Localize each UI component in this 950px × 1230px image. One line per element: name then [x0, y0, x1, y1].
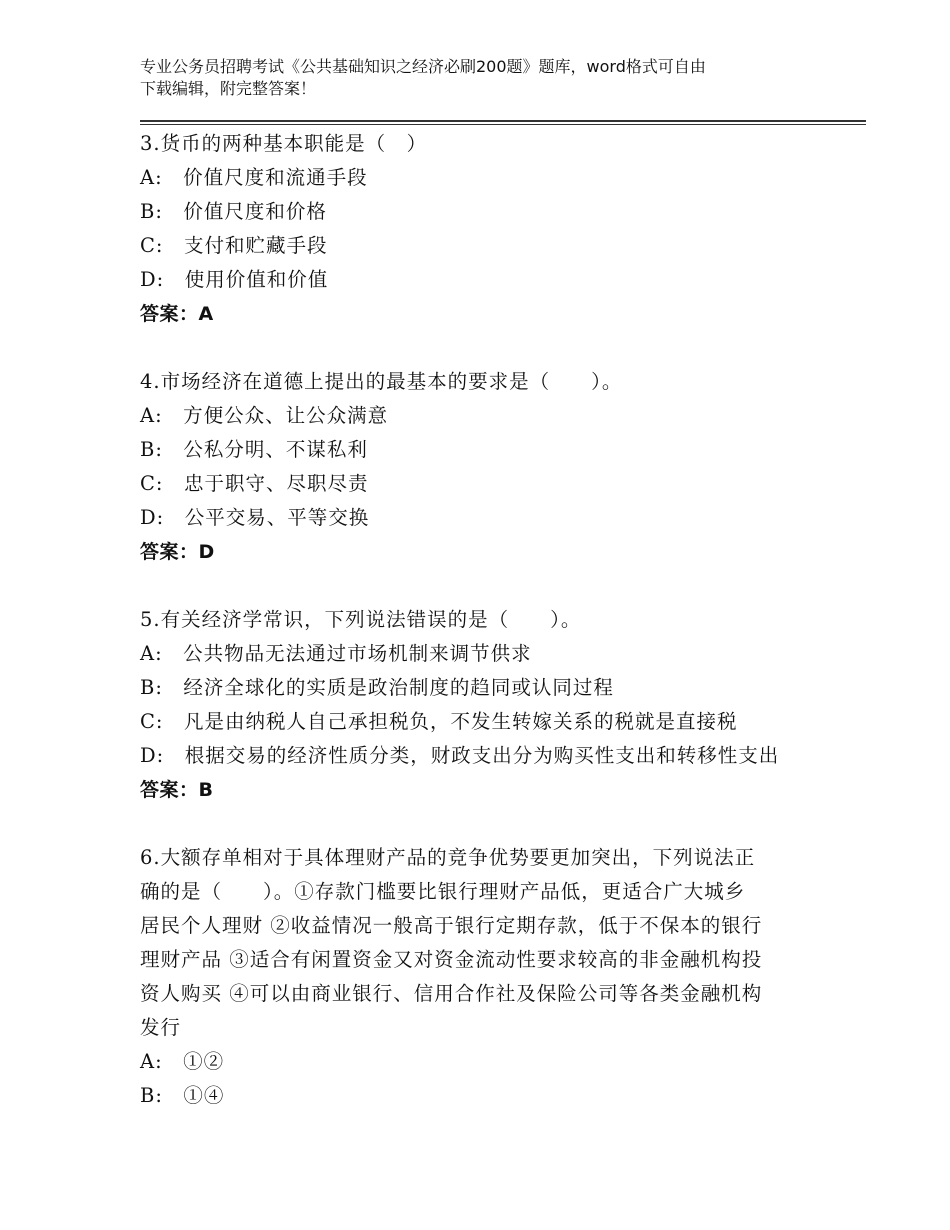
spacer	[140, 331, 840, 365]
option-a: A: 公共物品无法通过市场机制来调节供求	[140, 642, 532, 665]
option-d: D: 使用价值和价值	[140, 268, 329, 291]
question-3	[140, 127, 840, 331]
question-stem: 4.市场经济在道德上提出的最基本的要求是（ ）。	[140, 370, 623, 393]
question-stem-line: 居民个人理财 ②收益情况一般高于银行定期存款，低于不保本的银行	[140, 914, 763, 937]
question-stem-line: 资人购买 ④可以由商业银行、信用合作社及保险公司等各类金融机构	[140, 982, 763, 1005]
question-4	[140, 365, 840, 569]
option-a: A: ①②	[140, 1050, 225, 1073]
question-stem-line: 确的是（ ）。①存款门槛要比银行理财产品低，更适合广大城乡	[140, 880, 746, 903]
question-stem-line: 6.大额存单相对于具体理财产品的竞争优势要更加突出，下列说法正	[140, 846, 756, 869]
option-c: C: 支付和贮藏手段	[140, 234, 328, 257]
option-c: C: 忠于职守、尽职尽责	[140, 472, 369, 495]
answer-label: 答案：A	[140, 303, 214, 325]
question-6	[140, 841, 840, 1113]
option-d: D: 公平交易、平等交换	[140, 506, 370, 529]
option-a: A: 价值尺度和流通手段	[140, 166, 368, 189]
option-b: B: ①④	[140, 1084, 225, 1107]
header-line-1: 专业公务员招聘考试《公共基础知识之经济必刷200题》题库，word格式可自由	[140, 57, 706, 76]
question-stem: 3.货币的两种基本职能是（ ）	[140, 132, 428, 155]
header-divider-thin	[140, 124, 866, 125]
option-b: B: 公私分明、不谋私利	[140, 438, 368, 461]
spacer	[140, 807, 840, 841]
header-line-2: 下载编辑，附完整答案！	[140, 79, 317, 98]
header-divider-thick	[140, 120, 866, 122]
question-stem-line: 发行	[140, 1016, 182, 1039]
option-b: B: 价值尺度和价格	[140, 200, 327, 223]
document-header	[140, 56, 820, 100]
option-d: D: 根据交易的经济性质分类，财政支出分为购买性支出和转移性支出	[140, 744, 780, 767]
spacer	[140, 569, 840, 603]
question-5	[140, 603, 840, 807]
option-c: C: 凡是由纳税人自己承担税负，不发生转嫁关系的税就是直接税	[140, 710, 738, 733]
answer-label: 答案：B	[140, 779, 214, 801]
option-b: B: 经济全球化的实质是政治制度的趋同或认同过程	[140, 676, 614, 699]
question-stem: 5.有关经济学常识，下列说法错误的是（ ）。	[140, 608, 582, 631]
question-stem-line: 理财产品 ③适合有闲置资金又对资金流动性要求较高的非金融机构投	[140, 948, 763, 971]
question-list	[140, 127, 840, 1113]
answer-label: 答案：D	[140, 541, 215, 563]
option-a: A: 方便公众、让公众满意	[140, 404, 389, 427]
